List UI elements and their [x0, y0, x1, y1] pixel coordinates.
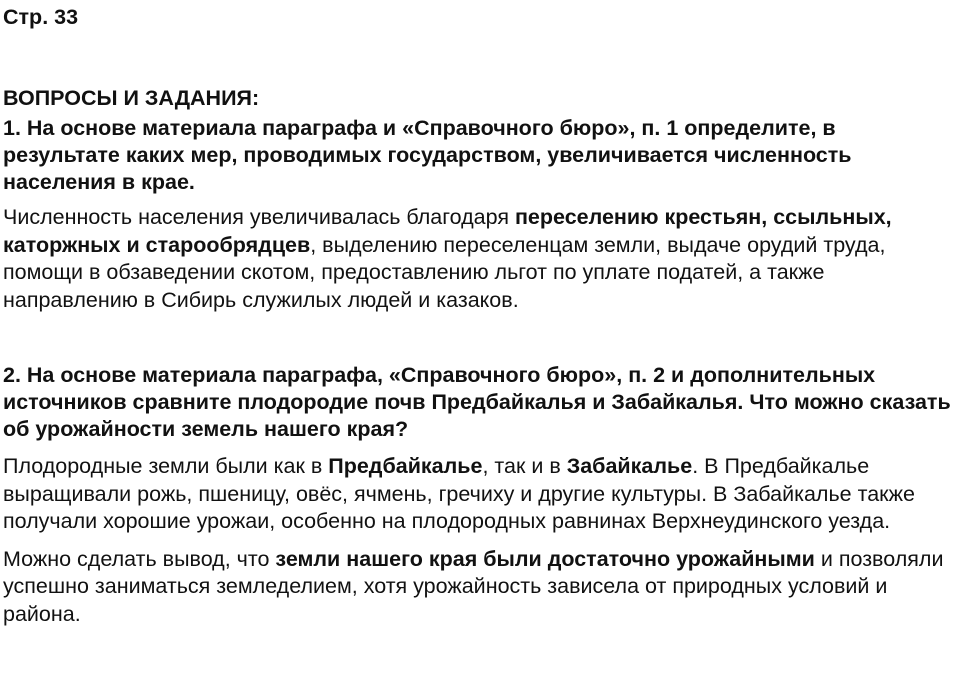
answer-2-paragraph-1 — [3, 453, 955, 536]
document-page — [3, 3, 955, 628]
question-2: 2. На основе материала параграфа, «Справочного бюро», п. 2 и дополнительных источников сравните плодородие почв Предбайкалья и Забайкалья. Что можно сказать об урожайности земель нашего края? — [3, 363, 951, 441]
answer-1-text-1: Численность населения увеличивалась благодаря — [3, 205, 515, 229]
answer-1 — [3, 204, 955, 314]
answer-2-highlight-1: Предбайкалье — [328, 454, 483, 478]
answer-2-text-2: , так и в — [482, 454, 567, 478]
answer-2-paragraph-2 — [3, 546, 955, 629]
answer-2b-highlight: земли нашего края были достаточно урожайными — [275, 546, 815, 571]
answer-2-text-3: . В Предбайкалье выращивали рожь, пшеницу, овёс, ячмень, гречиху и другие культуры. В Забайкалье также получали хорошие урожаи, особенно на плодородных равнинах Верхнеудинского уезда. — [3, 454, 915, 533]
section-heading: ВОПРОСЫ И ЗАДАНИЯ: — [3, 86, 260, 110]
answer-2-highlight-2: Забайкалье — [566, 454, 693, 478]
answer-2b-text-1: Можно сделать вывод, что — [3, 546, 276, 571]
page-number: Стр. 33 — [3, 5, 79, 29]
answer-2b-text-2: и позволяли успешно заниматься земледелием, хотя урожайность зависела от природных условий и района. — [3, 546, 944, 626]
answer-1-highlight: переселению крестьян, ссыльных, каторжных и старообрядцев — [3, 205, 892, 257]
answer-1-text-2: , выделению переселенцам земли, выдаче орудий труда, помощи в обзаведении скотом, предоставлению льгот по уплате податей, а также направлению в Сибирь служилых людей и казаков. — [3, 232, 886, 312]
answer-2-text-1: Плодородные земли были как в — [3, 454, 329, 478]
question-1: 1. На основе материала параграфа и «Справочного бюро», п. 1 определите, в результате каких мер, проводимых государством, увеличивается численность населения в крае. — [3, 116, 852, 194]
